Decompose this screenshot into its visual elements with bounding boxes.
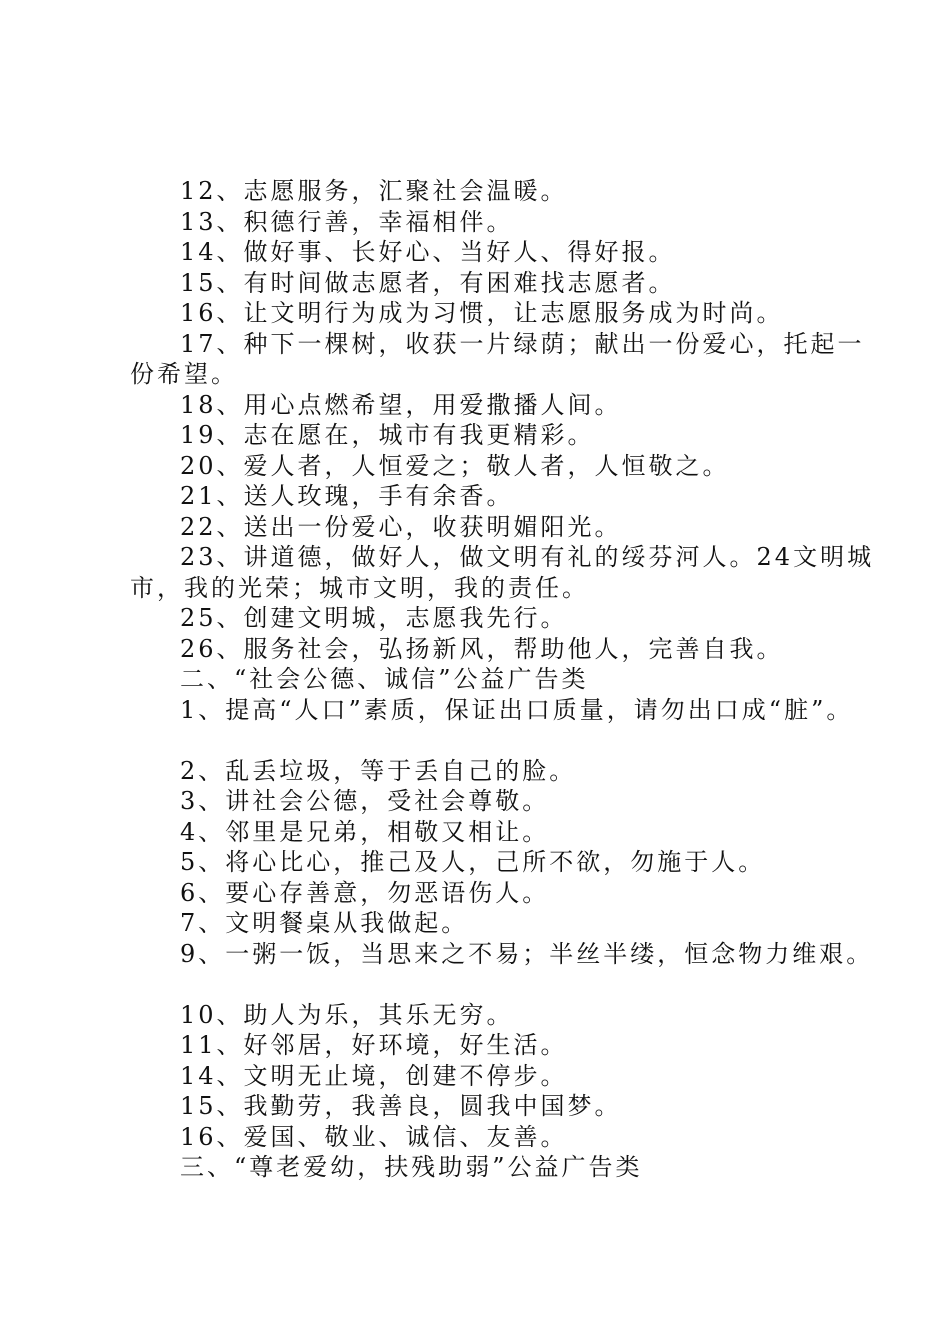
text-line: 5、将心比心，推己及人，己所不欲，勿施于人。 [180,848,766,876]
text-line: 2、乱丢垃圾，等于丢自己的脸。 [180,756,577,785]
text-line: 20、爱人者，人恒爱之；敬人者，人恒敬之。 [180,451,730,480]
text-line: 9、一粥一饭，当思来之不易；半丝半缕，恒念物力维艰。 [180,939,874,968]
text-line: 6、要心存善意，勿恶语伤人。 [180,878,550,907]
text-line: 12、志愿服务，汇聚社会温暖。 [180,177,568,205]
text-line: 三、“尊老爱幼，扶残助弱”公益广告类 [180,1153,643,1181]
document-body [130,176,875,1183]
text-line: 16、让文明行为成为习惯，让志愿服务成为时尚。 [180,299,784,327]
blank-line [130,725,850,756]
text-line: 17、种下一棵树，收获一片绿荫；献出一份爱心，托起一 [180,329,865,358]
text-line: 14、做好事、长好心、当好人、得好报。 [180,238,676,266]
text-line: 23、讲道德，做好人，做文明有礼的绥芬河人。24文明城 [180,543,875,571]
text-line: 21、送人玫瑰，手有余香。 [180,482,514,510]
text-line: 市，我的光荣；城市文明，我的责任。 [130,573,589,602]
text-line: 16、爱国、敬业、诚信、友善。 [180,1122,568,1151]
text-line: 18、用心点燃希望，用爱撒播人间。 [180,390,622,419]
text-line: 10、助人为乐，其乐无穷。 [180,1000,514,1029]
text-line: 7、文明餐桌从我做起。 [180,909,469,937]
text-line: 二、“社会公德、诚信”公益广告类 [180,665,589,693]
text-line: 15、有时间做志愿者，有困难找志愿者。 [180,268,676,297]
text-line: 26、服务社会，弘扬新风，帮助他人，完善自我。 [180,634,784,663]
text-line: 25、创建文明城，志愿我先行。 [180,604,568,632]
text-line: 19、志在愿在，城市有我更精彩。 [180,421,595,449]
text-line: 份希望。 [130,360,238,388]
text-line: 22、送出一份爱心，收获明媚阳光。 [180,512,622,541]
text-line: 11、好邻居，好环境，好生活。 [180,1031,568,1059]
text-line: 13、积德行善，幸福相伴。 [180,207,514,236]
text-line: 15、我勤劳，我善良，圆我中国梦。 [180,1092,622,1120]
text-line: 14、文明无止境，创建不停步。 [180,1061,568,1090]
text-line: 3、讲社会公德，受社会尊敬。 [180,787,550,815]
text-line: 4、邻里是兄弟，相敬又相让。 [180,817,550,846]
text-line: 1、提高“人口”素质，保证出口质量，请勿出口成“脏”。 [180,695,854,724]
blank-line [130,969,850,1000]
